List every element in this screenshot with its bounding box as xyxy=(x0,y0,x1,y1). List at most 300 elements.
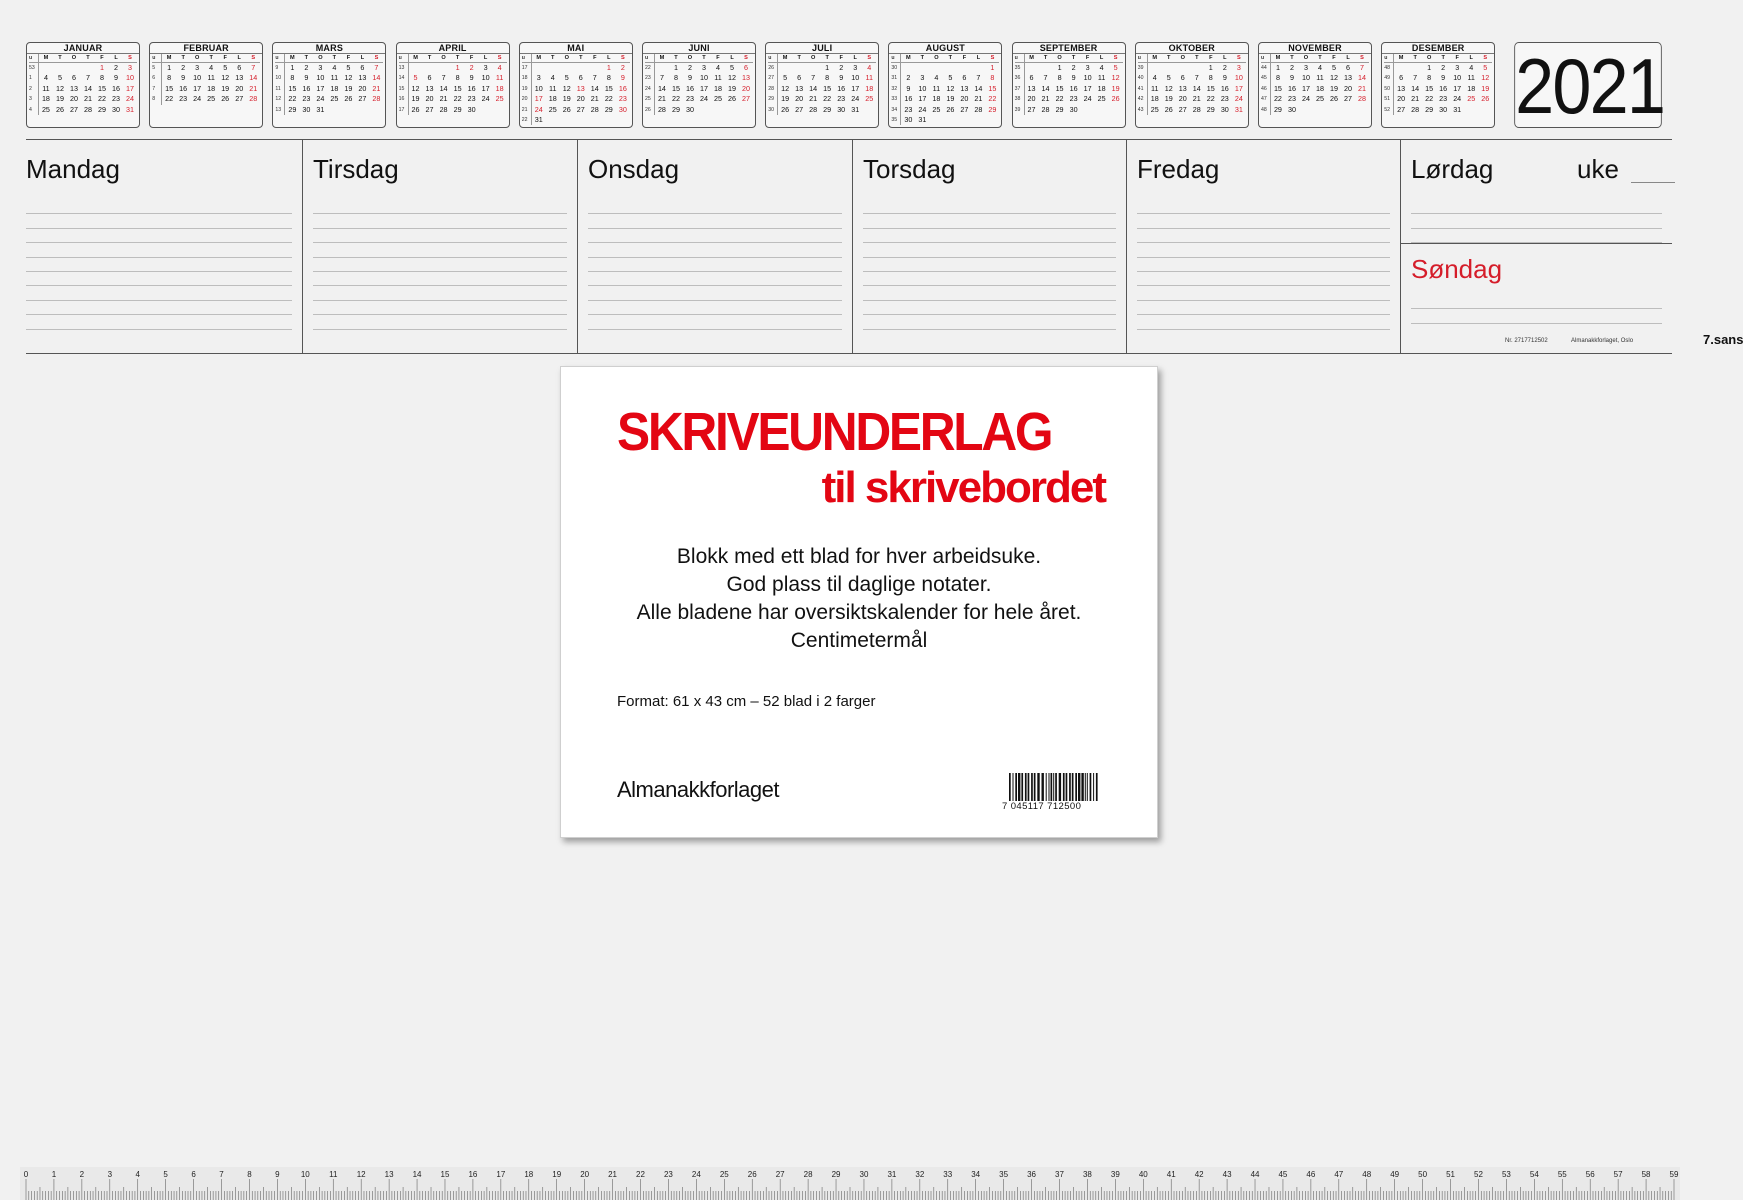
calendar-day: 23 xyxy=(837,94,846,104)
note-line[interactable] xyxy=(313,214,567,228)
note-line[interactable] xyxy=(863,229,1116,243)
calendar-week-row xyxy=(645,63,753,73)
day-column-thursday[interactable] xyxy=(852,140,1126,353)
calendar-week-row xyxy=(645,84,753,94)
weekday-header xyxy=(891,54,999,63)
weekday-header-cell: O xyxy=(1303,55,1309,61)
calendar-day: 21 xyxy=(1041,94,1050,104)
week-number: 39 xyxy=(1138,63,1148,73)
week-number: 23 xyxy=(645,73,655,83)
calendar-day: 20 xyxy=(425,94,434,104)
calendar-day: 28 xyxy=(1041,104,1050,114)
ruler-label: 39 xyxy=(1110,1170,1120,1179)
calendar-day: 10 xyxy=(481,73,490,83)
calendar-day: 16 xyxy=(1439,83,1448,93)
calendar-day xyxy=(806,63,820,73)
note-line[interactable] xyxy=(313,258,567,272)
calendar-day xyxy=(1025,63,1039,73)
note-line[interactable] xyxy=(588,272,842,286)
calendar-day: 14 xyxy=(439,83,448,93)
calendar-day: 5 xyxy=(564,73,569,83)
note-line[interactable] xyxy=(26,214,292,228)
calendar-day: 11 xyxy=(1467,73,1475,83)
ruler-label: 51 xyxy=(1446,1170,1455,1179)
calendar-day: 28 xyxy=(1411,104,1420,114)
calendar-day: 27 xyxy=(1178,104,1187,114)
calendar-day: 4 xyxy=(716,63,720,72)
week-column-header: u xyxy=(275,54,285,62)
calendar-week-row xyxy=(152,94,260,104)
calendar-day: 11 xyxy=(549,83,557,93)
day-column-wednesday[interactable] xyxy=(577,140,852,353)
ruler-label: 59 xyxy=(1669,1170,1679,1179)
note-line[interactable] xyxy=(1137,258,1390,272)
calendar-day: 22 xyxy=(1425,94,1434,104)
note-line[interactable] xyxy=(588,301,842,315)
week-number: 7 xyxy=(152,84,162,94)
week-number: 37 xyxy=(1015,84,1025,94)
calendar-day: 1 xyxy=(990,63,995,72)
note-lines xyxy=(26,200,292,330)
calendar-day: 1 xyxy=(100,63,104,72)
week-number: 10 xyxy=(275,73,285,83)
weekday-header-cell: M xyxy=(906,55,911,61)
note-line[interactable] xyxy=(313,286,567,300)
calendar-week-row xyxy=(1384,84,1492,94)
week-number: 53 xyxy=(29,63,39,73)
day-column-weekend[interactable] xyxy=(1400,140,1743,353)
note-line[interactable] xyxy=(863,301,1116,315)
note-line[interactable] xyxy=(588,214,842,228)
calendar-day: 22 xyxy=(823,94,832,104)
calendar-day: 9 xyxy=(620,73,625,83)
calendar-day: 5 xyxy=(57,73,62,83)
calendar-day: 15 xyxy=(988,83,997,93)
week-number: 12 xyxy=(275,94,285,104)
calendar-day: 4 xyxy=(209,63,214,72)
calendar-day: 2 xyxy=(469,63,474,72)
weekday-header-cell: O xyxy=(934,55,939,61)
note-line[interactable] xyxy=(1137,272,1390,286)
calendar-day: 2 xyxy=(114,63,119,72)
calendar-day xyxy=(971,63,985,73)
calendar-day: 8 xyxy=(100,73,104,83)
weekday-header-cell: T xyxy=(1441,55,1445,61)
calendar-day: 13 xyxy=(1178,83,1187,93)
calendar-day: 23 xyxy=(1069,94,1078,104)
calendar-day: 13 xyxy=(1344,73,1353,83)
note-line[interactable] xyxy=(1137,301,1390,315)
barcode-bar xyxy=(1009,773,1011,801)
calendar-day: 30 xyxy=(1439,104,1448,114)
calendar-week-row xyxy=(1261,84,1369,94)
ruler-label: 26 xyxy=(747,1170,757,1179)
note-line[interactable] xyxy=(588,286,842,300)
calendar-week-row xyxy=(645,73,753,83)
week-number: 18 xyxy=(522,73,532,83)
note-line[interactable] xyxy=(863,200,1116,214)
calendar-day: 21 xyxy=(83,94,92,104)
calendar-day: 3 xyxy=(853,63,858,72)
ruler-label: 36 xyxy=(1027,1170,1037,1179)
calendar-day: 16 xyxy=(685,83,694,93)
calendar-day: 29 xyxy=(453,104,462,114)
weekday-header-cell: S xyxy=(1113,55,1118,61)
ruler-label: 58 xyxy=(1641,1170,1651,1179)
weekday-header xyxy=(1138,54,1246,63)
calendar-day: 20 xyxy=(795,94,804,104)
weekday-header-cell: L xyxy=(360,55,365,61)
ruler-label: 56 xyxy=(1585,1170,1595,1179)
day-column-friday[interactable] xyxy=(1126,140,1400,353)
calendar-week-row xyxy=(891,84,999,94)
weekday-header-cell: S xyxy=(990,55,995,61)
note-lines xyxy=(863,200,1116,330)
note-line[interactable] xyxy=(26,301,292,315)
note-line[interactable] xyxy=(1137,214,1390,228)
calendar-day: 20 xyxy=(358,83,367,93)
weekday-header-cell: T xyxy=(455,55,460,61)
calendar-day xyxy=(1299,105,1313,115)
barcode-bar xyxy=(1063,773,1065,801)
weekday-header-cell: T xyxy=(1071,55,1076,61)
calendar-week-row xyxy=(399,105,507,115)
barcode-bar xyxy=(1053,773,1054,801)
week-number: 16 xyxy=(399,94,409,104)
weekday-header-cell: S xyxy=(497,55,502,61)
calendar-day: 2 xyxy=(620,63,625,72)
calendar-day xyxy=(1355,105,1369,115)
calendar-day: 17 xyxy=(1301,83,1310,93)
calendar-day: 13 xyxy=(1027,83,1036,93)
calendar-day: 23 xyxy=(112,94,121,104)
calendar-day: 12 xyxy=(411,83,420,93)
ruler-label: 45 xyxy=(1278,1170,1288,1179)
ruler-label: 43 xyxy=(1222,1170,1232,1179)
calendar-day: 27 xyxy=(960,104,969,114)
calendar-day: 10 xyxy=(193,73,202,83)
calendar-day: 1 xyxy=(606,63,611,72)
weekday-header-cell: M xyxy=(166,55,172,61)
calendar-day: 24 xyxy=(699,94,708,104)
note-line[interactable] xyxy=(26,229,292,243)
calendar-day: 14 xyxy=(1411,83,1420,93)
month-grid xyxy=(1015,54,1123,115)
calendar-day: 14 xyxy=(657,83,666,93)
note-line[interactable] xyxy=(588,200,842,214)
week-number: 30 xyxy=(891,63,901,73)
note-line[interactable] xyxy=(1411,229,1662,243)
weekday-header-cell: O xyxy=(687,55,693,61)
calendar-day: 9 xyxy=(1289,73,1294,83)
calendar-day: 29 xyxy=(1206,104,1215,114)
calendar-day: 30 xyxy=(904,114,913,124)
calendar-week-row xyxy=(1138,94,1246,104)
calendar-day: 18 xyxy=(330,83,339,93)
calendar-day xyxy=(971,115,985,125)
calendar-day: 12 xyxy=(562,83,571,93)
calendar-day: 7 xyxy=(1194,73,1199,83)
year-display: 2021 xyxy=(1515,42,1665,130)
week-number: 17 xyxy=(522,63,532,73)
note-line[interactable] xyxy=(26,315,292,329)
note-line[interactable] xyxy=(1137,286,1390,300)
barcode-bar xyxy=(1034,773,1036,801)
calendar-day xyxy=(53,63,67,73)
calendar-day: 4 xyxy=(43,73,48,83)
calendar-day: 22 xyxy=(988,94,997,104)
calendar-day: 31 xyxy=(851,104,860,114)
weekday-header-cell: S xyxy=(1483,55,1488,61)
calendar-week-row xyxy=(891,63,999,73)
calendar-day: 21 xyxy=(1411,94,1420,104)
calendar-day xyxy=(957,115,971,125)
week-number: 36 xyxy=(1015,73,1025,83)
calendar-day: 3 xyxy=(483,63,488,72)
note-line[interactable] xyxy=(1411,295,1662,309)
weekday-header-cell: M xyxy=(413,55,418,61)
calendar-day: 25 xyxy=(1097,94,1106,104)
calendar-day: 15 xyxy=(165,83,174,93)
calendar-day: 9 xyxy=(1071,73,1076,83)
weekday-header-cell: M xyxy=(43,55,49,61)
note-line[interactable] xyxy=(1411,200,1662,214)
calendar-day xyxy=(1327,105,1341,115)
calendar-day: 7 xyxy=(1043,73,1048,83)
week-number: 45 xyxy=(1261,73,1271,83)
note-line[interactable] xyxy=(26,272,292,286)
note-lines-sunday xyxy=(1411,295,1662,324)
calendar-day xyxy=(409,63,423,73)
note-line[interactable] xyxy=(588,258,842,272)
calendar-day: 25 xyxy=(548,104,557,114)
calendar-day: 10 xyxy=(126,73,135,83)
calendar-day: 24 xyxy=(481,94,490,104)
calendar-day: 14 xyxy=(372,73,381,83)
calendar-day: 20 xyxy=(960,94,969,104)
calendar-week-row xyxy=(1015,94,1123,104)
calendar-day: 11 xyxy=(865,73,873,83)
calendar-day xyxy=(532,63,546,73)
note-line[interactable] xyxy=(313,229,567,243)
ruler-label: 18 xyxy=(524,1170,534,1179)
note-line[interactable] xyxy=(313,243,567,257)
barcode-bar xyxy=(1015,773,1017,801)
calendar-day: 27 xyxy=(795,104,804,114)
calendar-week-row xyxy=(1261,63,1369,73)
calendar-day: 24 xyxy=(534,104,543,114)
calendar-day: 30 xyxy=(1220,104,1229,114)
note-line[interactable] xyxy=(1137,200,1390,214)
note-line[interactable] xyxy=(313,200,567,214)
month-name: MAI xyxy=(520,43,632,54)
calendar-day: 6 xyxy=(1029,73,1034,83)
product-number: Nr. 2717712502 xyxy=(1505,338,1548,344)
calendar-day: 11 xyxy=(42,83,50,93)
calendar-day: 7 xyxy=(374,63,379,72)
weekday-header xyxy=(768,54,876,63)
calendar-day: 20 xyxy=(1397,94,1406,104)
calendar-day xyxy=(1081,105,1095,115)
month-grid xyxy=(399,54,507,115)
ruler-label: 7 xyxy=(219,1170,224,1179)
calendar-day: 2 xyxy=(181,63,186,72)
weekday-header-cell: L xyxy=(607,55,611,61)
calendar-day: 1 xyxy=(167,63,172,72)
weekday-header-cell: T xyxy=(1195,55,1199,61)
weekday-header-cell: T xyxy=(1167,55,1171,61)
calendar-day: 19 xyxy=(781,94,790,104)
calendar-week-row xyxy=(399,94,507,104)
description-line: Centimetermål xyxy=(790,629,928,652)
calendar-day: 29 xyxy=(671,104,680,114)
barcode-bar xyxy=(1075,773,1077,801)
calendar-day: 21 xyxy=(372,83,381,93)
calendar-day: 10 xyxy=(1083,73,1092,83)
weekday-header-cell: F xyxy=(839,55,843,61)
ruler-label: 17 xyxy=(496,1170,506,1179)
week-column-header: u xyxy=(522,54,532,62)
month-name: FEBRUAR xyxy=(150,43,262,54)
calendar-day: 6 xyxy=(962,73,967,83)
barcode-bar xyxy=(1093,773,1094,801)
calendar-week-row xyxy=(29,84,137,94)
calendar-day xyxy=(985,115,999,125)
calendar-day: 30 xyxy=(1069,104,1078,114)
note-line[interactable] xyxy=(26,243,292,257)
calendar-day xyxy=(1313,105,1327,115)
note-line[interactable] xyxy=(863,272,1116,286)
weekday-header-cell: M xyxy=(659,55,665,61)
calendar-day: 1 xyxy=(290,63,295,72)
calendar-day: 17 xyxy=(1083,83,1092,93)
note-line[interactable] xyxy=(863,243,1116,257)
note-line[interactable] xyxy=(26,286,292,300)
weekday-header-cell: T xyxy=(920,55,925,61)
calendar-week-row xyxy=(891,115,999,125)
month-grid xyxy=(645,54,753,115)
note-line[interactable] xyxy=(1137,229,1390,243)
ruler-label: 32 xyxy=(915,1170,925,1179)
calendar-day xyxy=(1190,63,1204,73)
week-number: 44 xyxy=(1261,63,1271,73)
calendar-day xyxy=(1176,63,1190,73)
note-line[interactable] xyxy=(1411,309,1662,323)
note-line[interactable] xyxy=(863,315,1116,329)
calendar-day xyxy=(574,63,588,73)
publisher-name: Almanakkforlaget xyxy=(617,777,779,802)
calendar-day: 25 xyxy=(1150,104,1159,114)
calendar-day: 1 xyxy=(1427,63,1432,72)
calendar-day: 7 xyxy=(1360,63,1365,72)
ruler-label: 20 xyxy=(580,1170,590,1179)
weekend-divider xyxy=(1401,243,1672,244)
calendar-day: 3 xyxy=(1455,63,1460,72)
calendar-day: 27 xyxy=(358,94,367,104)
note-line[interactable] xyxy=(588,229,842,243)
product-format: Format: 61 x 43 cm – 52 blad i 2 farger xyxy=(617,693,876,710)
calendar-day: 26 xyxy=(1111,94,1120,104)
calendar-day: 20 xyxy=(1027,94,1036,104)
weekday-header-cell: F xyxy=(223,55,227,61)
note-line[interactable] xyxy=(1137,243,1390,257)
note-line[interactable] xyxy=(313,301,567,315)
calendar-day: 7 xyxy=(441,73,446,83)
note-line[interactable] xyxy=(313,272,567,286)
day-column-monday[interactable] xyxy=(26,140,302,353)
calendar-week-row xyxy=(768,63,876,73)
note-line[interactable] xyxy=(26,258,292,272)
calendar-day: 17 xyxy=(1453,83,1462,93)
note-line[interactable] xyxy=(863,214,1116,228)
calendar-day: 14 xyxy=(83,83,92,93)
calendar-day: 31 xyxy=(126,104,135,114)
week-number: 40 xyxy=(1138,73,1148,83)
note-line[interactable] xyxy=(588,315,842,329)
calendar-day: 25 xyxy=(41,104,50,114)
calendar-day xyxy=(560,63,574,73)
calendar-day: 10 xyxy=(316,73,325,83)
calendar-day xyxy=(67,63,81,73)
calendar-day: 12 xyxy=(344,73,353,83)
week-number: 35 xyxy=(1015,63,1025,73)
calendar-day xyxy=(369,105,383,115)
calendar-day: 19 xyxy=(1164,94,1173,104)
calendar-day: 14 xyxy=(1192,83,1201,93)
note-line[interactable] xyxy=(863,286,1116,300)
week-number-field[interactable] xyxy=(1631,182,1675,183)
weekday-header-cell: F xyxy=(593,55,597,61)
note-line[interactable] xyxy=(26,200,292,214)
note-line[interactable] xyxy=(588,243,842,257)
calendar-day: 2 xyxy=(1222,63,1227,72)
calendar-day: 12 xyxy=(1330,73,1338,83)
calendar-day: 17 xyxy=(1234,83,1243,93)
calendar-day xyxy=(493,105,507,115)
calendar-day: 8 xyxy=(1208,73,1213,83)
calendar-day: 28 xyxy=(83,104,92,114)
note-line[interactable] xyxy=(1411,214,1662,228)
weekday-header-cell: O xyxy=(564,55,569,61)
weekday-header-cell: T xyxy=(1413,55,1417,61)
weekday-header-cell: L xyxy=(730,55,734,61)
day-column-tuesday[interactable] xyxy=(302,140,577,353)
barcode-bar xyxy=(1013,773,1014,801)
note-lines xyxy=(588,200,842,330)
calendar-day: 2 xyxy=(906,73,911,83)
calendar-day xyxy=(725,105,739,115)
calendar-day: 21 xyxy=(809,94,818,104)
calendar-day: 11 xyxy=(1097,73,1106,83)
week-number: 29 xyxy=(768,94,778,104)
calendar-day: 19 xyxy=(411,94,420,104)
calendar-day: 30 xyxy=(1287,104,1296,114)
calendar-day: 8 xyxy=(290,73,295,83)
note-line[interactable] xyxy=(1137,315,1390,329)
day-name: Onsdag xyxy=(588,154,680,184)
weekday-header-cell: S xyxy=(867,55,872,61)
calendar-day xyxy=(1464,105,1478,115)
weekday-header-cell: S xyxy=(374,55,379,61)
calendar-day: 18 xyxy=(495,83,504,93)
weekday-header-cell: F xyxy=(1455,55,1459,61)
calendar-week-row xyxy=(891,73,999,83)
note-line[interactable] xyxy=(863,258,1116,272)
note-line[interactable] xyxy=(313,315,567,329)
calendar-day: 17 xyxy=(918,94,927,104)
week-number: 34 xyxy=(891,105,901,115)
calendar-day: 23 xyxy=(1287,94,1296,104)
